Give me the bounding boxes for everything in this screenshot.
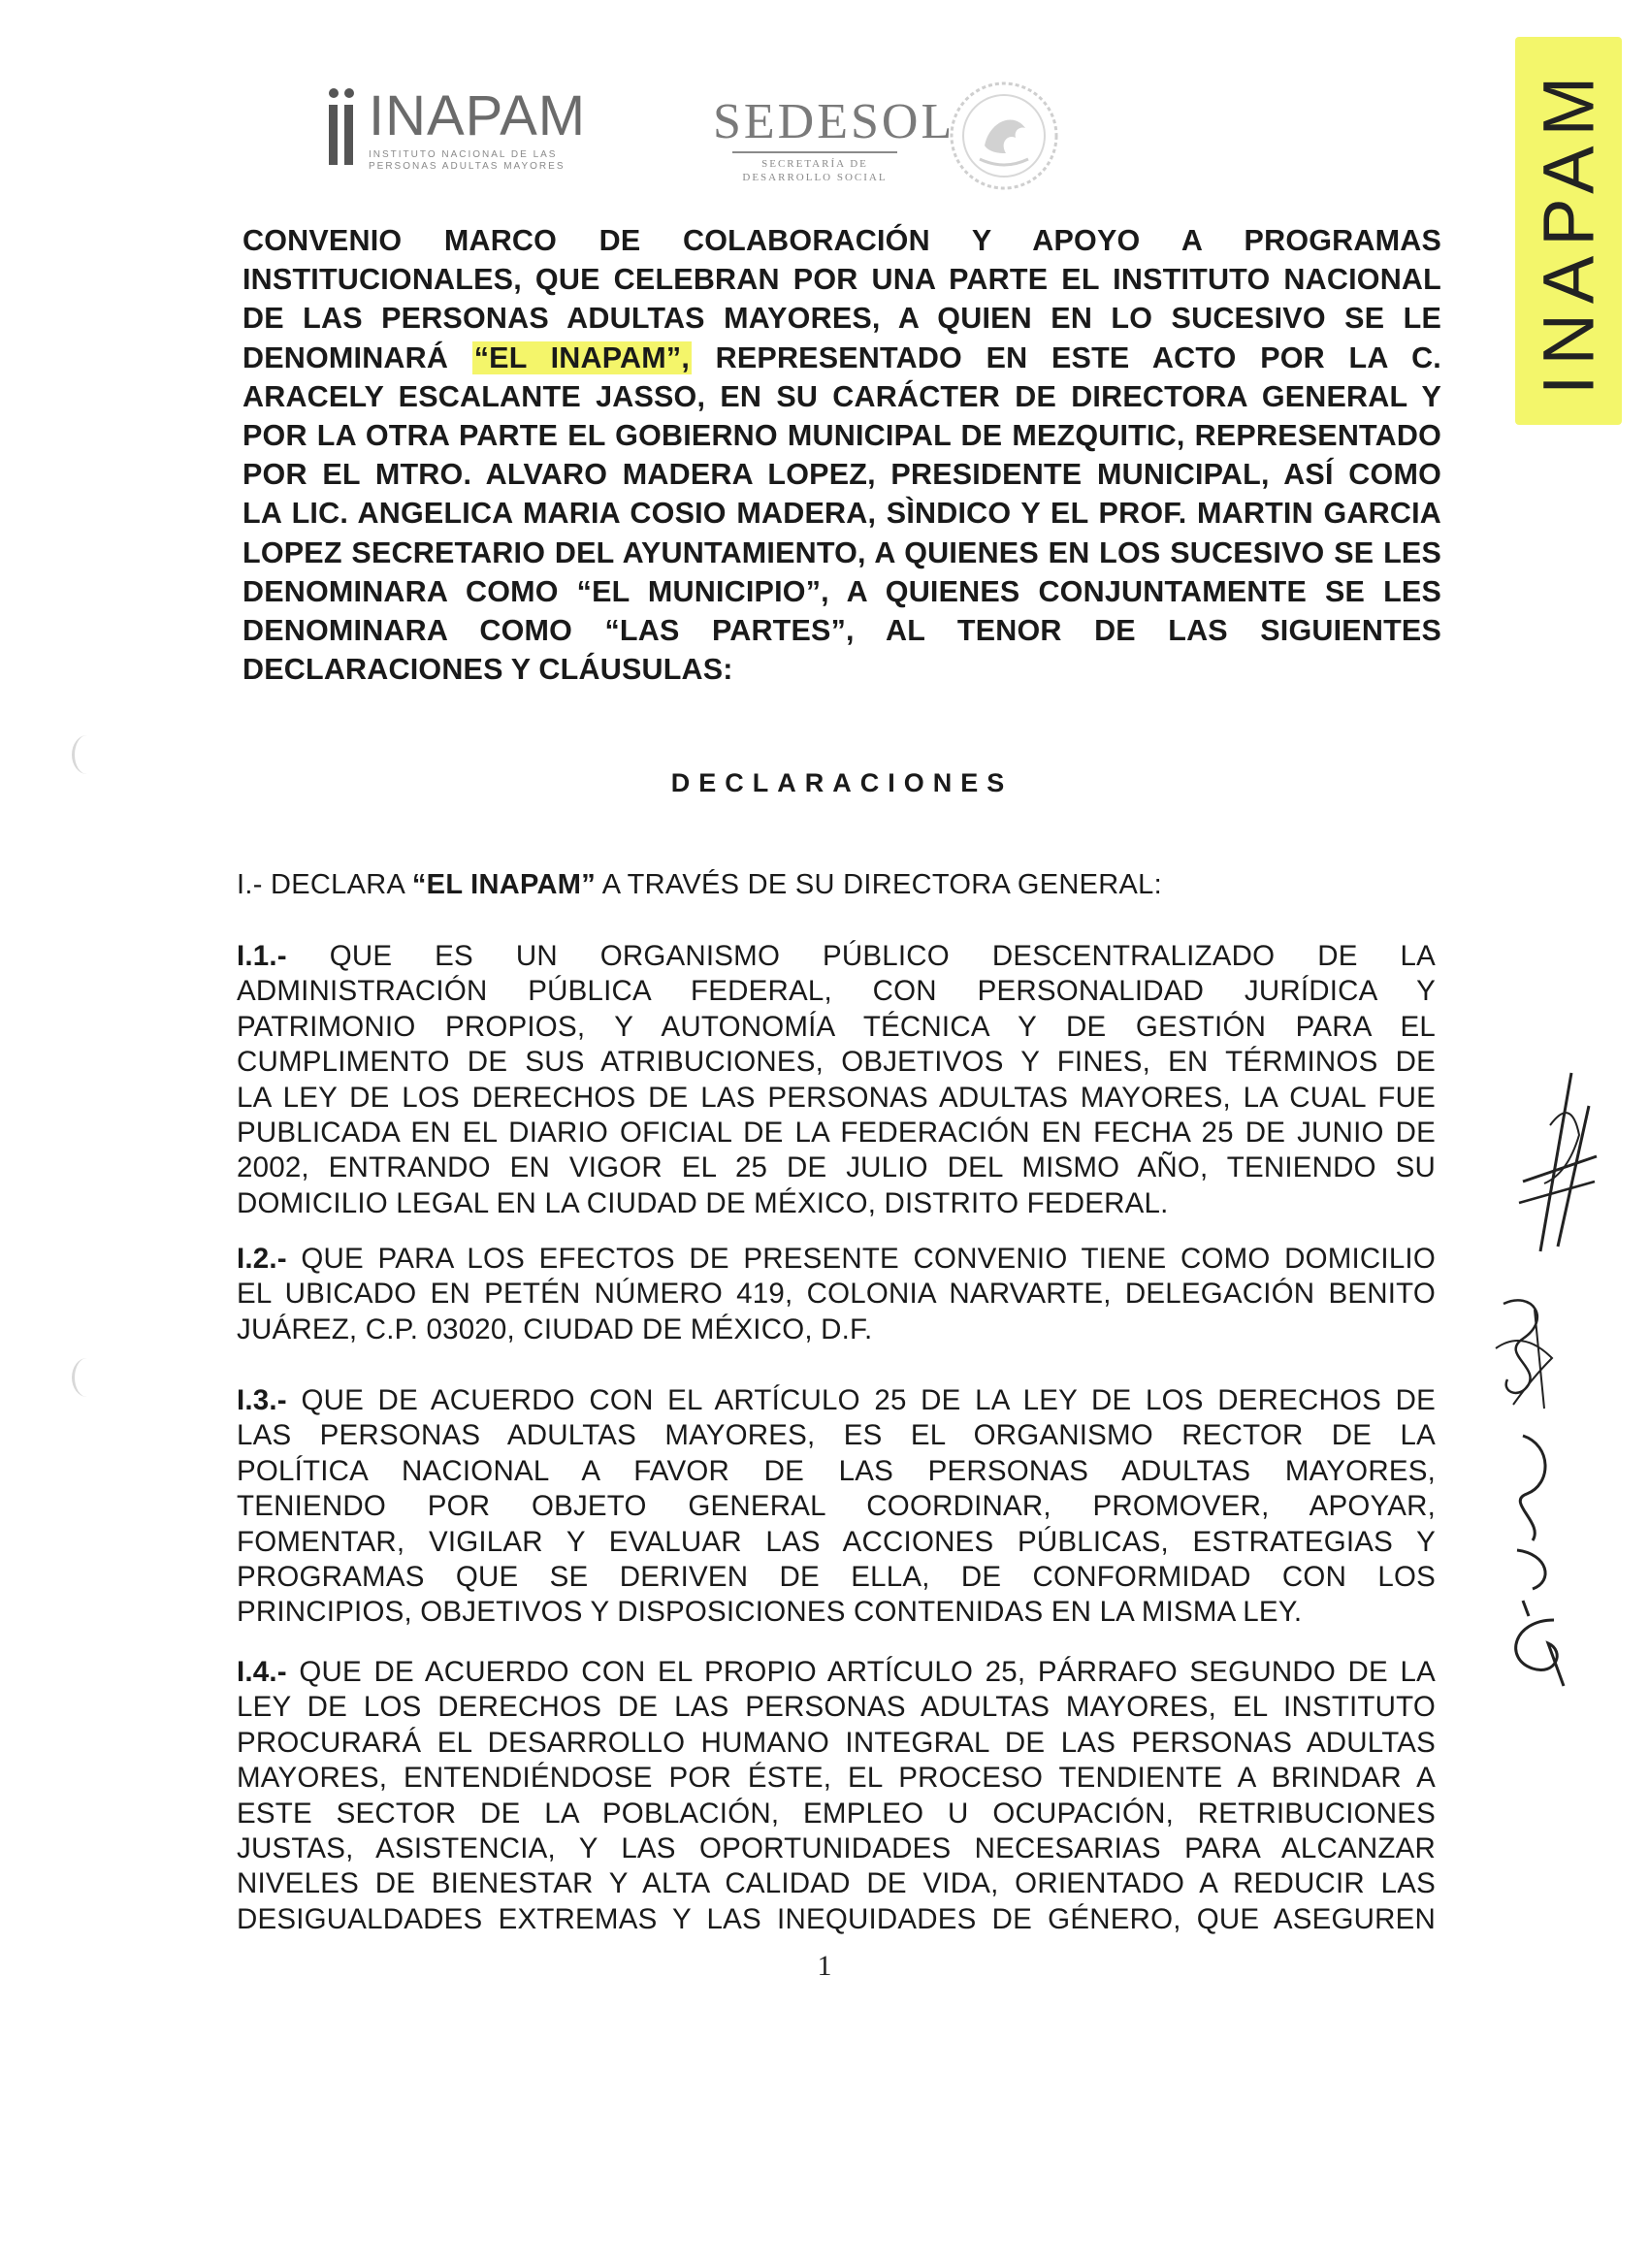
side-tab-label: INAPAM [1528, 66, 1609, 396]
paragraph-line: LAS PERSONAS ADULTAS MAYORES, ES EL ORGANISMO RECTOR DE LA [237, 1419, 1436, 1452]
paragraph-line: PUBLICADA EN EL DIARIO OFICIAL DE LA FEDERACIÓN EN FECHA 25 DE JUNIO DE [237, 1117, 1436, 1150]
inapam-logo-name: INAPAM [369, 84, 587, 147]
paragraph-i-2 [237, 1242, 1436, 1347]
paragraph-label: I.4.- [237, 1656, 287, 1688]
paragraph-line [237, 1655, 1436, 1690]
page-number: 1 [817, 1950, 832, 1982]
inapam-logo-subtitle-line-2: PERSONAS ADULTAS MAYORES [369, 161, 566, 172]
title-line: DENOMINARA COMO “EL MUNICIPIO”, A QUIENES CONJUNTAMENTE SE LES [242, 574, 1441, 608]
punch-hole-top [72, 735, 102, 774]
paragraph-line: DOMICILIO LEGAL EN LA CIUDAD DE MÉXICO, DISTRITO FEDERAL. [237, 1186, 1169, 1219]
paragraph-i-4 [237, 1655, 1436, 1937]
inapam-logo-subtitle-line-1: INSTITUTO NACIONAL DE LAS [369, 149, 558, 160]
title-line: DE LAS PERSONAS ADULTAS MAYORES, A QUIEN EN LO SUCESIVO SE LE [242, 302, 1441, 336]
declaraciones-heading: DECLARACIONES [670, 768, 1014, 797]
paragraph-line: 2002, ENTRANDO EN VIGOR EL 25 DE JULIO DEL MISMO AÑO, TENIENDO SU [237, 1151, 1436, 1184]
national-seal-icon [946, 78, 1062, 194]
signature-initials-1 [1511, 1067, 1599, 1261]
sedesol-logo-subtitle-line-1: SECRETARÍA DE [761, 158, 868, 170]
paragraph-label: I.2.- [237, 1243, 287, 1275]
section-i-heading [237, 869, 1162, 901]
paragraph-line: POLÍTICA NACIONAL A FAVOR DE LAS PERSONAS ADULTAS MAYORES, [237, 1454, 1436, 1487]
title-line: ARACELY ESCALANTE JASSO, EN SU CARÁCTER DE DIRECTORA GENERAL Y [242, 379, 1441, 413]
sedesol-logo-rule [732, 151, 897, 153]
paragraph-line: FOMENTAR, VIGILAR Y EVALUAR LAS ACCIONES PÚBLICAS, ESTRATEGIAS Y [237, 1525, 1436, 1558]
paragraph-line: JUSTAS, ASISTENCIA, Y LAS OPORTUNIDADES NECESARIAS PARA ALCANZAR [237, 1832, 1436, 1865]
paragraph-line: NIVELES DE BIENESTAR Y ALTA CALIDAD DE VIDA, ORIENTADO A REDUCIR LAS [237, 1867, 1436, 1900]
title-line: POR LA OTRA PARTE EL GOBIERNO MUNICIPAL DE MEZQUITIC, REPRESENTADO [242, 419, 1441, 453]
paragraph-line-text: QUE PARA LOS EFECTOS DE PRESENTE CONVENIO TIENE COMO DOMICILIO [301, 1243, 1436, 1275]
paragraph-line: CUMPLIMENTO DE SUS ATRIBUCIONES, OBJETIVOS Y FINES, EN TÉRMINOS DE [237, 1046, 1436, 1079]
paragraph-line-text: QUE DE ACUERDO CON EL PROPIO ARTÍCULO 25, PÁRRAFO SEGUNDO DE LA [299, 1656, 1436, 1688]
title-line-with-highlight [242, 339, 1441, 377]
paragraph-line: PROGRAMAS QUE SE DERIVEN DE ELLA, DE CONFORMIDAD CON LOS [237, 1561, 1436, 1594]
paragraph-line [237, 1383, 1436, 1418]
paragraph-line: PRINCIPIOS, OBJETIVOS Y DISPOSICIONES CONTENIDAS EN LA MISMA LEY. [237, 1596, 1303, 1629]
paragraph-line-text: QUE ES UN ORGANISMO PÚBLICO DESCENTRALIZADO DE LA [329, 940, 1436, 972]
title-line: LOPEZ SECRETARIO DEL AYUNTAMIENTO, A QUIENES EN LOS SUCESIVO SE LES [242, 535, 1441, 569]
paragraph-label: I.1.- [237, 940, 287, 972]
paragraph-line [237, 939, 1436, 974]
paragraph-line: ADMINISTRACIÓN PÚBLICA FEDERAL, CON PERSONALIDAD JURÍDICA Y [237, 975, 1436, 1008]
inapam-figures-icon [326, 87, 359, 167]
paragraph-label: I.3.- [237, 1384, 287, 1416]
title-line: DECLARACIONES Y CLÁUSULAS: [242, 653, 733, 687]
paragraph-i-1 [237, 939, 1436, 1221]
title-line: POR EL MTRO. ALVARO MADERA LOPEZ, PRESIDENTE MUNICIPAL, ASÍ COMO [242, 458, 1441, 492]
signature-initials-3 [1494, 1426, 1581, 1698]
sedesol-logo-subtitle-line-2: DESARROLLO SOCIAL [742, 172, 888, 183]
title-line: LA LIC. ANGELICA MARIA COSIO MADERA, SÌNDICO Y EL PROF. MARTIN GARCIA [242, 497, 1441, 531]
sedesol-logo [713, 94, 955, 183]
paragraph-line: EL UBICADO EN PETÉN NÚMERO 419, COLONIA NARVARTE, DELEGACIÓN BENITO [237, 1278, 1436, 1311]
sedesol-logo-name: SEDESOL [713, 94, 955, 149]
section-i-bold: “EL INAPAM” [411, 869, 596, 900]
title-line: DENOMINARA COMO “LAS PARTES”, AL TENOR DE LAS SIGUIENTES [242, 614, 1441, 648]
section-i-suffix: A TRAVÉS DE SU DIRECTORA GENERAL: [601, 869, 1162, 900]
paragraph-line: MAYORES, ENTENDIÉNDOSE POR ÉSTE, EL PROCESO TENDIENTE A BRINDAR A [237, 1762, 1436, 1795]
paragraph-line: DESIGUALDADES EXTREMAS Y LAS INEQUIDADES DE GÉNERO, QUE ASEGUREN [237, 1902, 1436, 1935]
title-line: INSTITUCIONALES, QUE CELEBRAN POR UNA PARTE EL INSTITUTO NACIONAL [242, 263, 1441, 297]
punch-hole-bottom [72, 1358, 102, 1397]
paragraph-i-3 [237, 1383, 1436, 1631]
paragraph-line-text: QUE DE ACUERDO CON EL ARTÍCULO 25 DE LA LEY DE LOS DERECHOS DE [301, 1384, 1436, 1416]
title-line-4-suffix: REPRESENTADO EN ESTE ACTO POR LA C. [715, 340, 1441, 374]
inapam-highlight: “EL INAPAM”, [473, 340, 690, 374]
signature-initials-2 [1484, 1290, 1571, 1416]
paragraph-line [237, 1242, 1436, 1277]
paragraph-line: JUÁREZ, C.P. 03020, CIUDAD DE MÉXICO, D.F. [237, 1312, 873, 1345]
paragraph-line: LA LEY DE LOS DERECHOS DE LAS PERSONAS ADULTAS MAYORES, LA CUAL FUE [237, 1081, 1436, 1114]
section-i-prefix: I.- DECLARA [237, 869, 404, 900]
paragraph-line: ESTE SECTOR DE LA POBLACIÓN, EMPLEO U OCUPACIÓN, RETRIBUCIONES [237, 1797, 1436, 1830]
title-line: CONVENIO MARCO DE COLABORACIÓN Y APOYO A PROGRAMAS [242, 224, 1441, 257]
inapam-logo-subtitle [369, 149, 592, 173]
paragraph-line: TENIENDO POR OBJETO GENERAL COORDINAR, PROMOVER, APOYAR, [237, 1490, 1436, 1523]
paragraph-line: PROCURARÁ EL DESARROLLO HUMANO INTEGRAL DE LAS PERSONAS ADULTAS [237, 1726, 1436, 1759]
agreement-title [242, 221, 1441, 689]
paragraph-line: LEY DE LOS DERECHOS DE LAS PERSONAS ADULTAS MAYORES, EL INSTITUTO [237, 1691, 1436, 1724]
inapam-side-tab [1515, 37, 1622, 425]
inapam-logo [320, 80, 587, 177]
paragraph-line: PATRIMONIO PROPIOS, Y AUTONOMÍA TÉCNICA Y DE GESTIÓN PARA EL [237, 1010, 1436, 1043]
title-line-4-prefix: DENOMINARÁ [242, 340, 449, 374]
